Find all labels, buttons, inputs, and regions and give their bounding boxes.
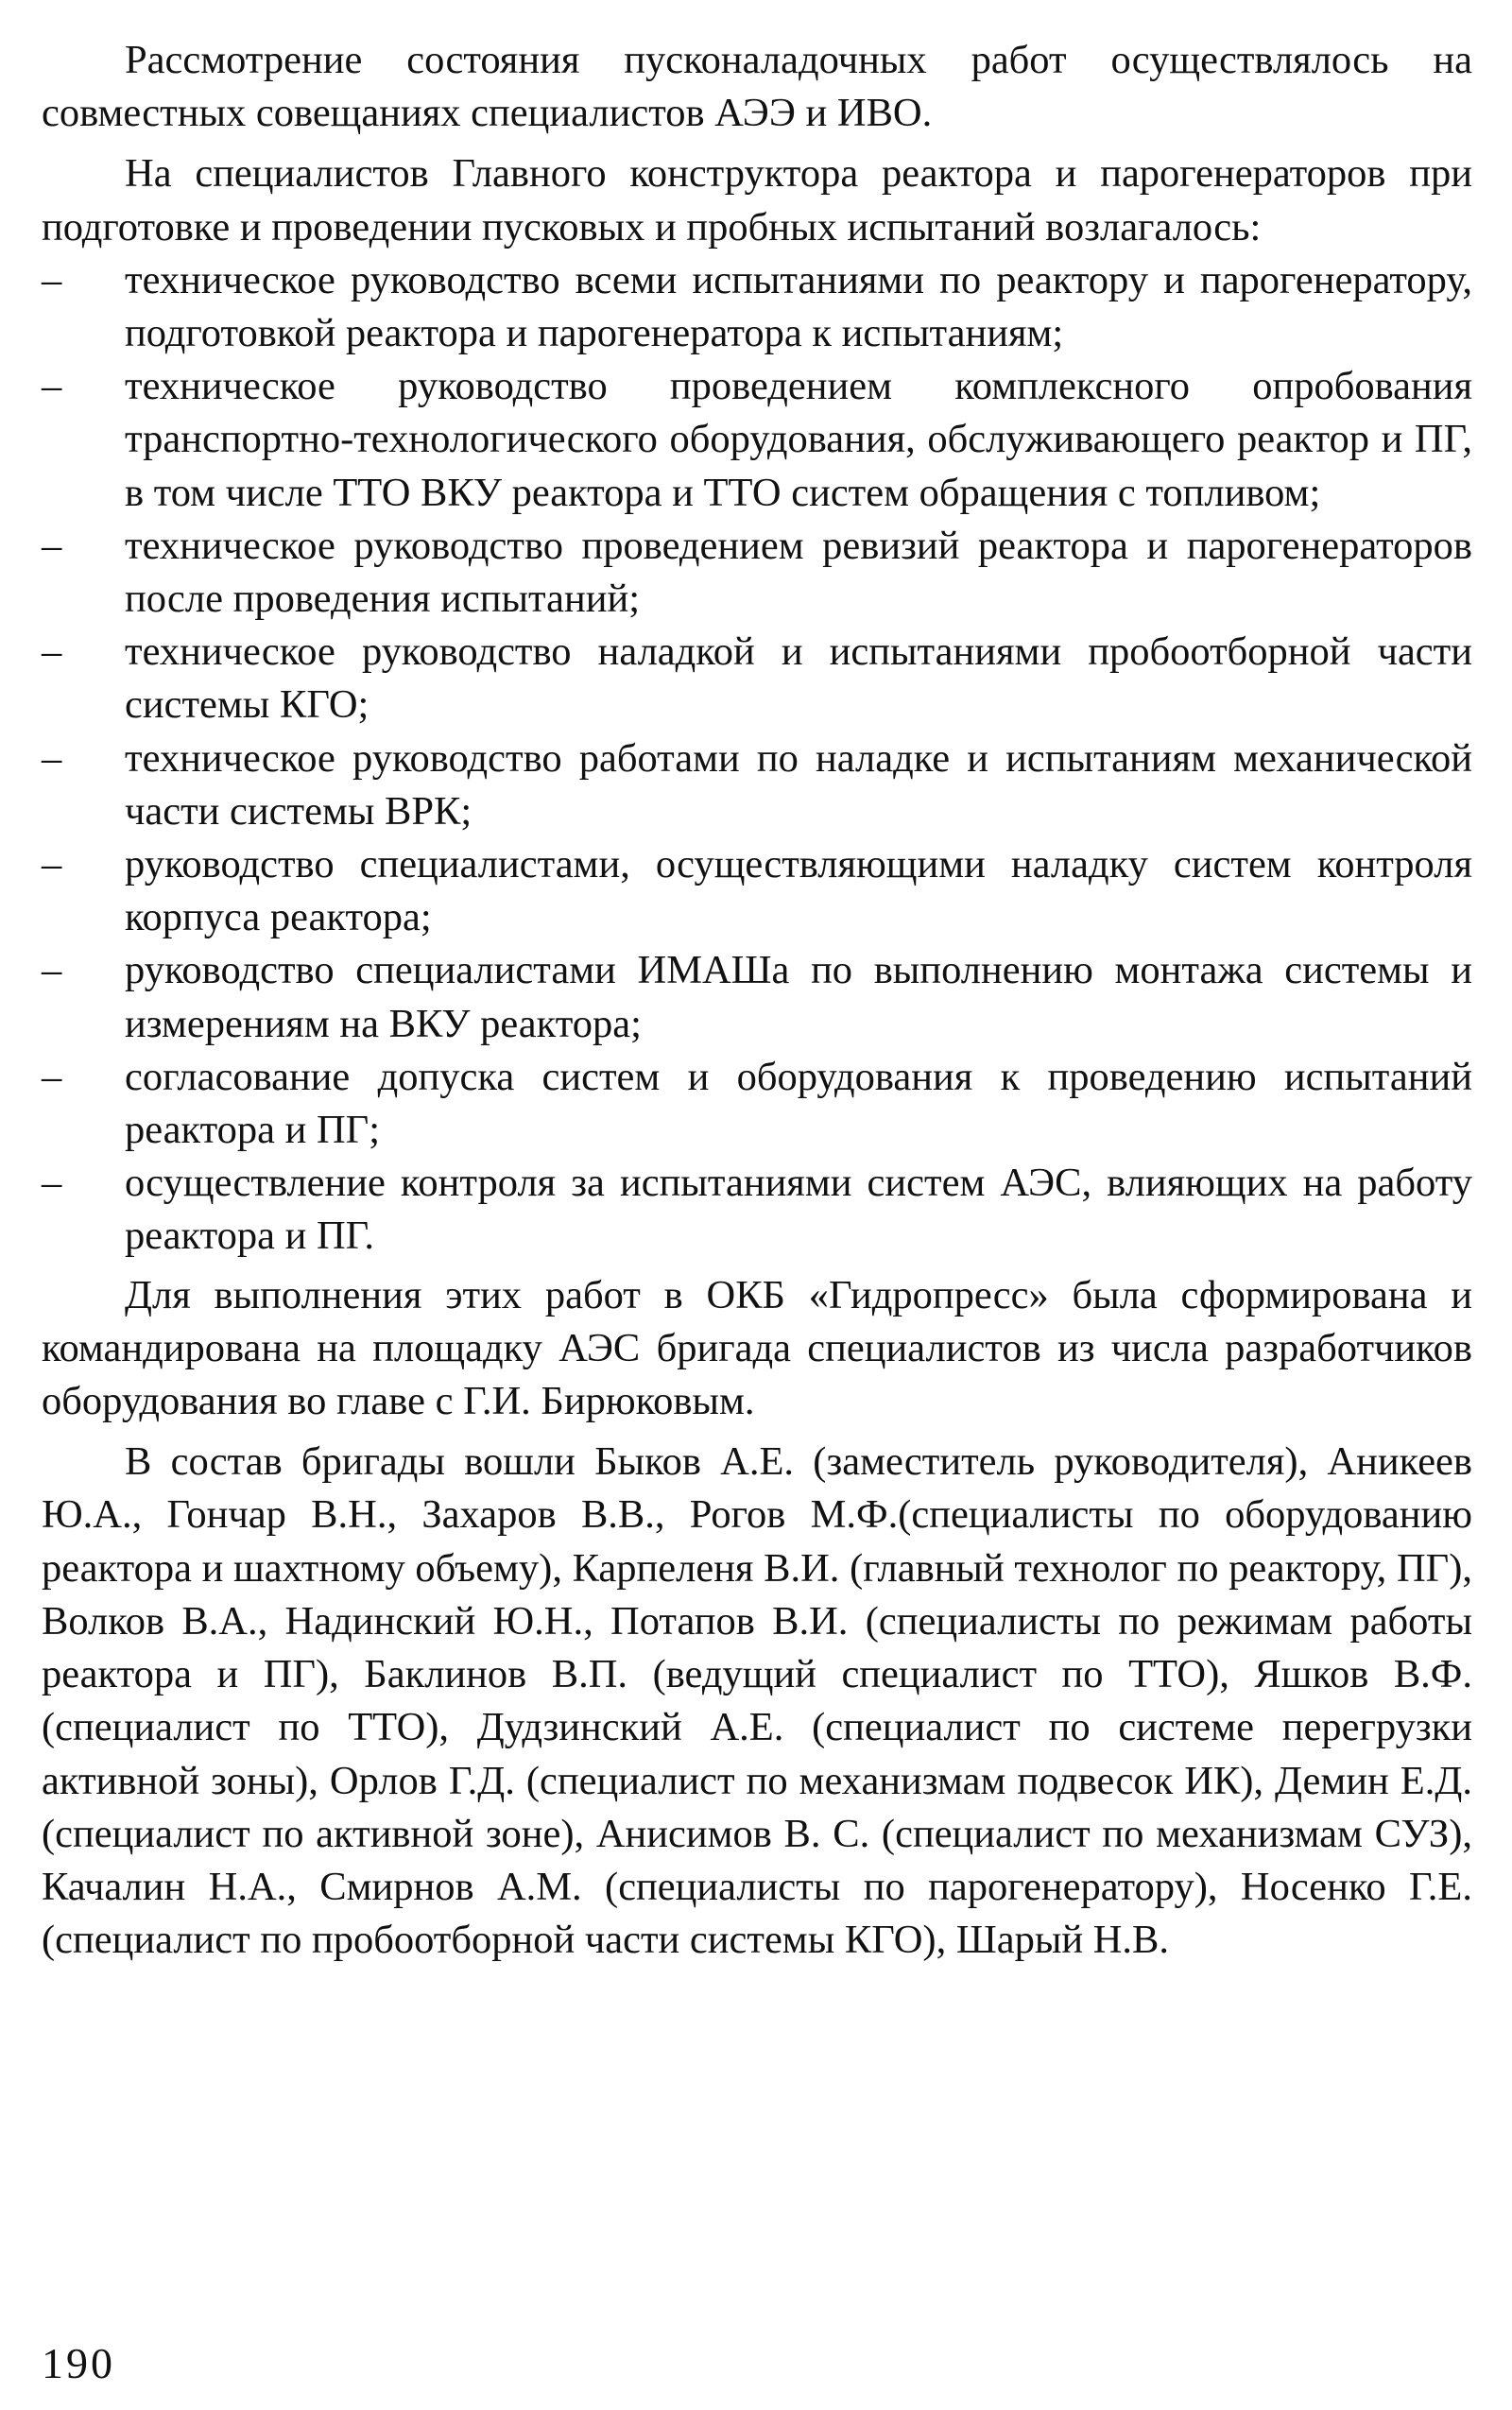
dash-marker: –: [42, 948, 62, 993]
list-item: [42, 626, 1472, 732]
list-item: [42, 360, 1472, 520]
list-item-text: согласование допуска систем и оборудования к проведению испытаний реактора и ПГ;: [125, 1054, 1472, 1153]
dash-marker: –: [42, 523, 62, 568]
list-item-text: руководство специалистами ИМАШа по выполнению монтажа системы и измерениям на ВКУ реактора;: [125, 948, 1472, 1046]
list-item: [42, 944, 1472, 1050]
list-item: [42, 1051, 1472, 1157]
dash-marker: –: [42, 735, 62, 781]
page-number: 190: [42, 2339, 115, 2387]
paragraph: Рассмотрение состояния пусконаладочных работ осуществлялось на совместных совещаниях специалистов АЭЭ и ИВО.: [42, 38, 1472, 136]
paragraph: В состав бригады вошли Быков А.Е. (заместитель руководителя), Аникеев Ю.А., Гончар В.Н., Захаров В.В., Рогов М.Ф.(специалисты по оборудованию реактора и шахтному объему), Карпеленя В.И. (главный технолог по реактору, ПГ), Волков В.А., Надинский Ю.Н., Потапов В.И. (специалисты по режимам работы реактора и ПГ), Баклинов В.П. (ведущий специалист по ТТО), Яшков В.Ф. (специалист по ТТО), Дудзинский А.Е. (специалист по системе перегрузки активной зоны), Орлов Г.Д. (специалист по механизмам подвесок ИК), Демин Е.Д. (специалист по активной зоне), Анисимов В. С. (специалист по механизмам СУЗ), Качалин Н.А., Смирнов А.М. (специалисты по парогенератору), Носенко Г.Е. (специалист по пробоотборной части системы КГО), Шарый Н.В.: [42, 1439, 1472, 1963]
list-item-text: осуществление контроля за испытаниями систем АЭС, влияющих на работу реактора и ПГ.: [125, 1161, 1472, 1259]
dash-marker: –: [42, 842, 62, 887]
dash-marker: –: [42, 1161, 62, 1206]
list-item: [42, 732, 1472, 838]
dash-marker: –: [42, 1054, 62, 1099]
paragraph: Для выполнения этих работ в ОКБ «Гидропресс» была сформирована и командирована на площадку АЭС бригада специалистов из числа разработчиков оборудования во главе с Г.И. Бирюковым.: [42, 1272, 1472, 1424]
list-item-text: техническое руководство наладкой и испытаниями пробоотборной части системы КГО;: [125, 629, 1472, 728]
dash-marker: –: [42, 629, 62, 675]
list-item: [42, 520, 1472, 626]
page-body: [42, 34, 1472, 1967]
list-item-text: техническое руководство проведением ревизий реактора и парогенераторов после проведения испытаний;: [125, 523, 1472, 622]
list-item: [42, 1157, 1472, 1263]
list-item-text: техническое руководство всеми испытаниями по реактору и парогенератору, подготовкой реактора и парогенератора к испытаниям;: [125, 257, 1472, 356]
dash-marker: –: [42, 257, 62, 302]
list-item-text: руководство специалистами, осуществляющими наладку систем контроля корпуса реактора;: [125, 842, 1472, 940]
list-item-text: техническое руководство проведением комплексного опробования транспортно-технологического оборудования, обслуживающего реактор и ПГ, в том числе ТТО ВКУ реактора и ТТО систем обращения с топливом;: [125, 364, 1472, 515]
paragraph: На специалистов Главного конструктора реактора и парогенераторов при подготовке и проведении пусковых и пробных испытаний возлагалось:: [42, 151, 1472, 250]
duties-list: [42, 254, 1472, 1264]
list-item: [42, 254, 1472, 360]
dash-marker: –: [42, 364, 62, 409]
list-item: [42, 838, 1472, 944]
list-item-text: техническое руководство работами по наладке и испытаниям механической части системы ВРК;: [125, 735, 1472, 834]
